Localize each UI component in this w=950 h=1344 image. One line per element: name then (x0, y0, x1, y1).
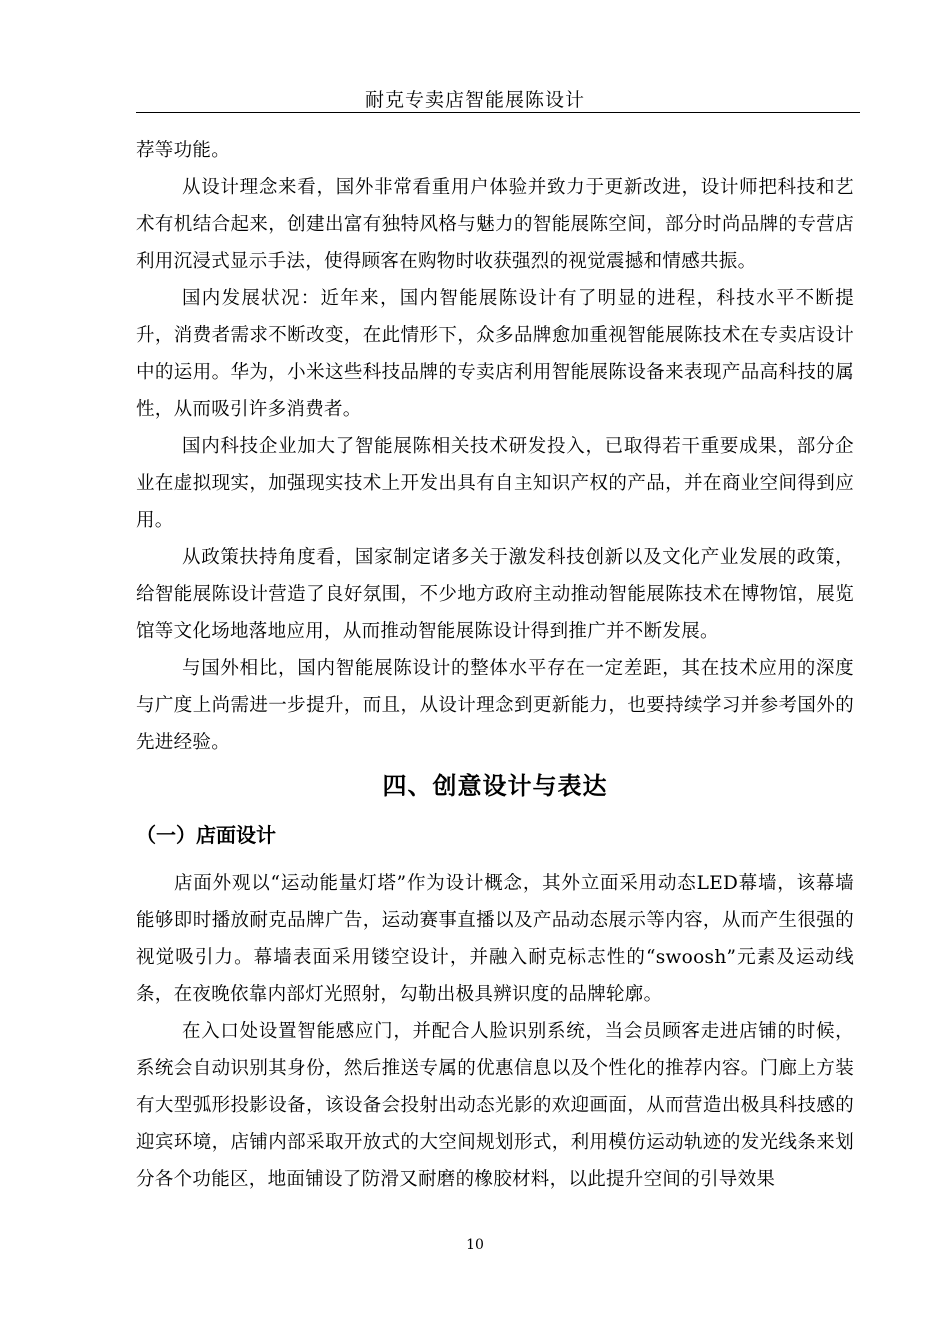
paragraph-domestic-tech: 国内科技企业加大了智能展陈相关技术研发投入，已取得若干重要成果，部分企业在虚拟现实，加强现实技术上开发出具有自主知识产权的产品，并在商业空间得到应用。 (136, 436, 854, 531)
paragraph-design-concept: 从设计理念来看，国外非常看重用户体验并致力于更新改进，设计师把科技和艺术有机结合起来，创建出富有独特风格与魅力的智能展陈空间，部分时尚品牌的专营店利用沉浸式显示手法，使得顾客在购物时收获强烈的视觉震撼和情感共振。 (136, 177, 854, 272)
paragraph-comparison: 与国外相比，国内智能展陈设计的整体水平存在一定差距，其在技术应用的深度与广度上尚需进一步提升，而且，从设计理念到更新能力，也要持续学习并参考国外的先进经验。 (136, 658, 854, 753)
header-divider (136, 112, 860, 113)
section-heading: 四、创意设计与表达 (382, 772, 608, 800)
page-body (136, 132, 854, 1198)
paragraph-policy: 从政策扶持角度看，国家制定诸多关于激发科技创新以及文化产业发展的政策，给智能展陈设计营造了良好氛围，不少地方政府主动推动智能展陈技术在博物馆，展览馆等文化场地落地应用，从而推动智能展陈设计得到推广并不断发展。 (136, 547, 854, 642)
paragraph-entrance: 在入口处设置智能感应门，并配合人脸识别系统，当会员顾客走进店铺的时候，系统会自动识别其身份，然后推送专属的优惠信息以及个性化的推荐内容。门廊上方装有大型弧形投影设备，该设备会投射出动态光影的欢迎画面，从而营造出极具科技感的迎宾环境，店铺内部采取开放式的大空间规划形式，利用模仿运动轨迹的发光线条来划分各个功能区，地面铺设了防滑又耐磨的橡胶材料，以此提升空间的引导效果 (136, 1021, 854, 1190)
subsection-heading: （一）店面设计 (136, 823, 276, 847)
page-number: 10 (466, 1237, 484, 1253)
paragraph-storefront: 店面外观以“运动能量灯塔”作为设计概念，其外立面采用动态LED幕墙，该幕墙能够即时播放耐克品牌广告，运动赛事直播以及产品动态展示等内容，从而产生很强的视觉吸引力。幕墙表面采用镂空设计，并融入耐克标志性的“swoosh”元素及运动线条，在夜晚依靠内部灯光照射，勾勒出极具辨识度的品牌轮廓。 (136, 873, 854, 1005)
paragraph-continuation: 荐等功能。 (136, 140, 231, 161)
running-header: 耐克专卖店智能展陈设计 (364, 89, 585, 111)
paragraph-domestic-status: 国内发展状况：近年来，国内智能展陈设计有了明显的进程，科技水平不断提升，消费者需求不断改变，在此情形下，众多品牌愈加重视智能展陈技术在专卖店设计中的运用。华为，小米这些科技品牌的专卖店利用智能展陈设备来表现产品高科技的属性，从而吸引许多消费者。 (136, 288, 854, 420)
